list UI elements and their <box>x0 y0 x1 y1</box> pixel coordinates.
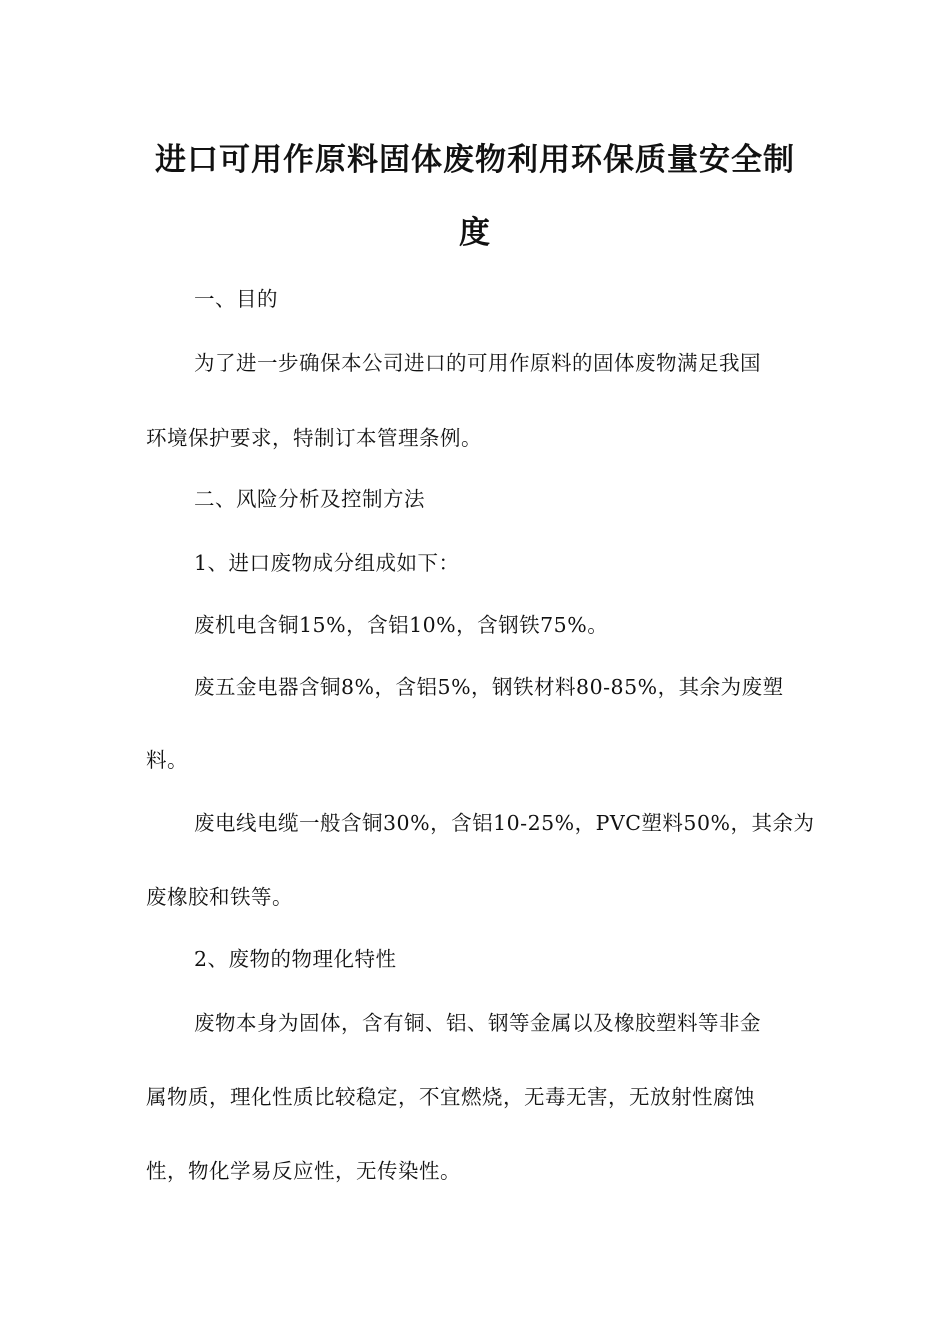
subsection-heading-composition: 1、进口废物成分组成如下： <box>194 551 460 575</box>
paragraph-line: 属物质，理化性质比较稳定，不宜燃烧，无毒无害，无放射性腐蚀 <box>146 1085 755 1109</box>
paragraph-line: 环境保护要求，特制订本管理条例。 <box>146 426 482 450</box>
paragraph-line: 废五金电器含铜8%，含铝5%，钢铁材料80-85%，其余为废塑 <box>194 675 784 699</box>
paragraph-line: 为了进一步确保本公司进口的可用作原料的固体废物满足我国 <box>194 351 761 375</box>
paragraph-line: 料。 <box>146 748 188 772</box>
paragraph-line: 废电线电缆一般含铜30%，含铝10-25%，PVC塑料50%，其余为 <box>194 811 815 835</box>
document-title-line-1: 进口可用作原料固体废物利用环保质量安全制 <box>155 142 795 178</box>
paragraph-line: 废机电含铜15%，含铝10%，含钢铁75%。 <box>194 613 609 637</box>
paragraph-line: 废物本身为固体，含有铜、铝、钢等金属以及橡胶塑料等非金 <box>194 1011 761 1035</box>
section-heading-risk-analysis: 二、风险分析及控制方法 <box>194 487 425 511</box>
subsection-heading-properties: 2、废物的物理化特性 <box>194 947 397 971</box>
paragraph-line: 性，物化学易反应性，无传染性。 <box>146 1159 461 1183</box>
section-heading-purpose: 一、目的 <box>194 287 278 311</box>
paragraph-line: 废橡胶和铁等。 <box>146 885 293 909</box>
document-title-line-2: 度 <box>459 215 491 251</box>
